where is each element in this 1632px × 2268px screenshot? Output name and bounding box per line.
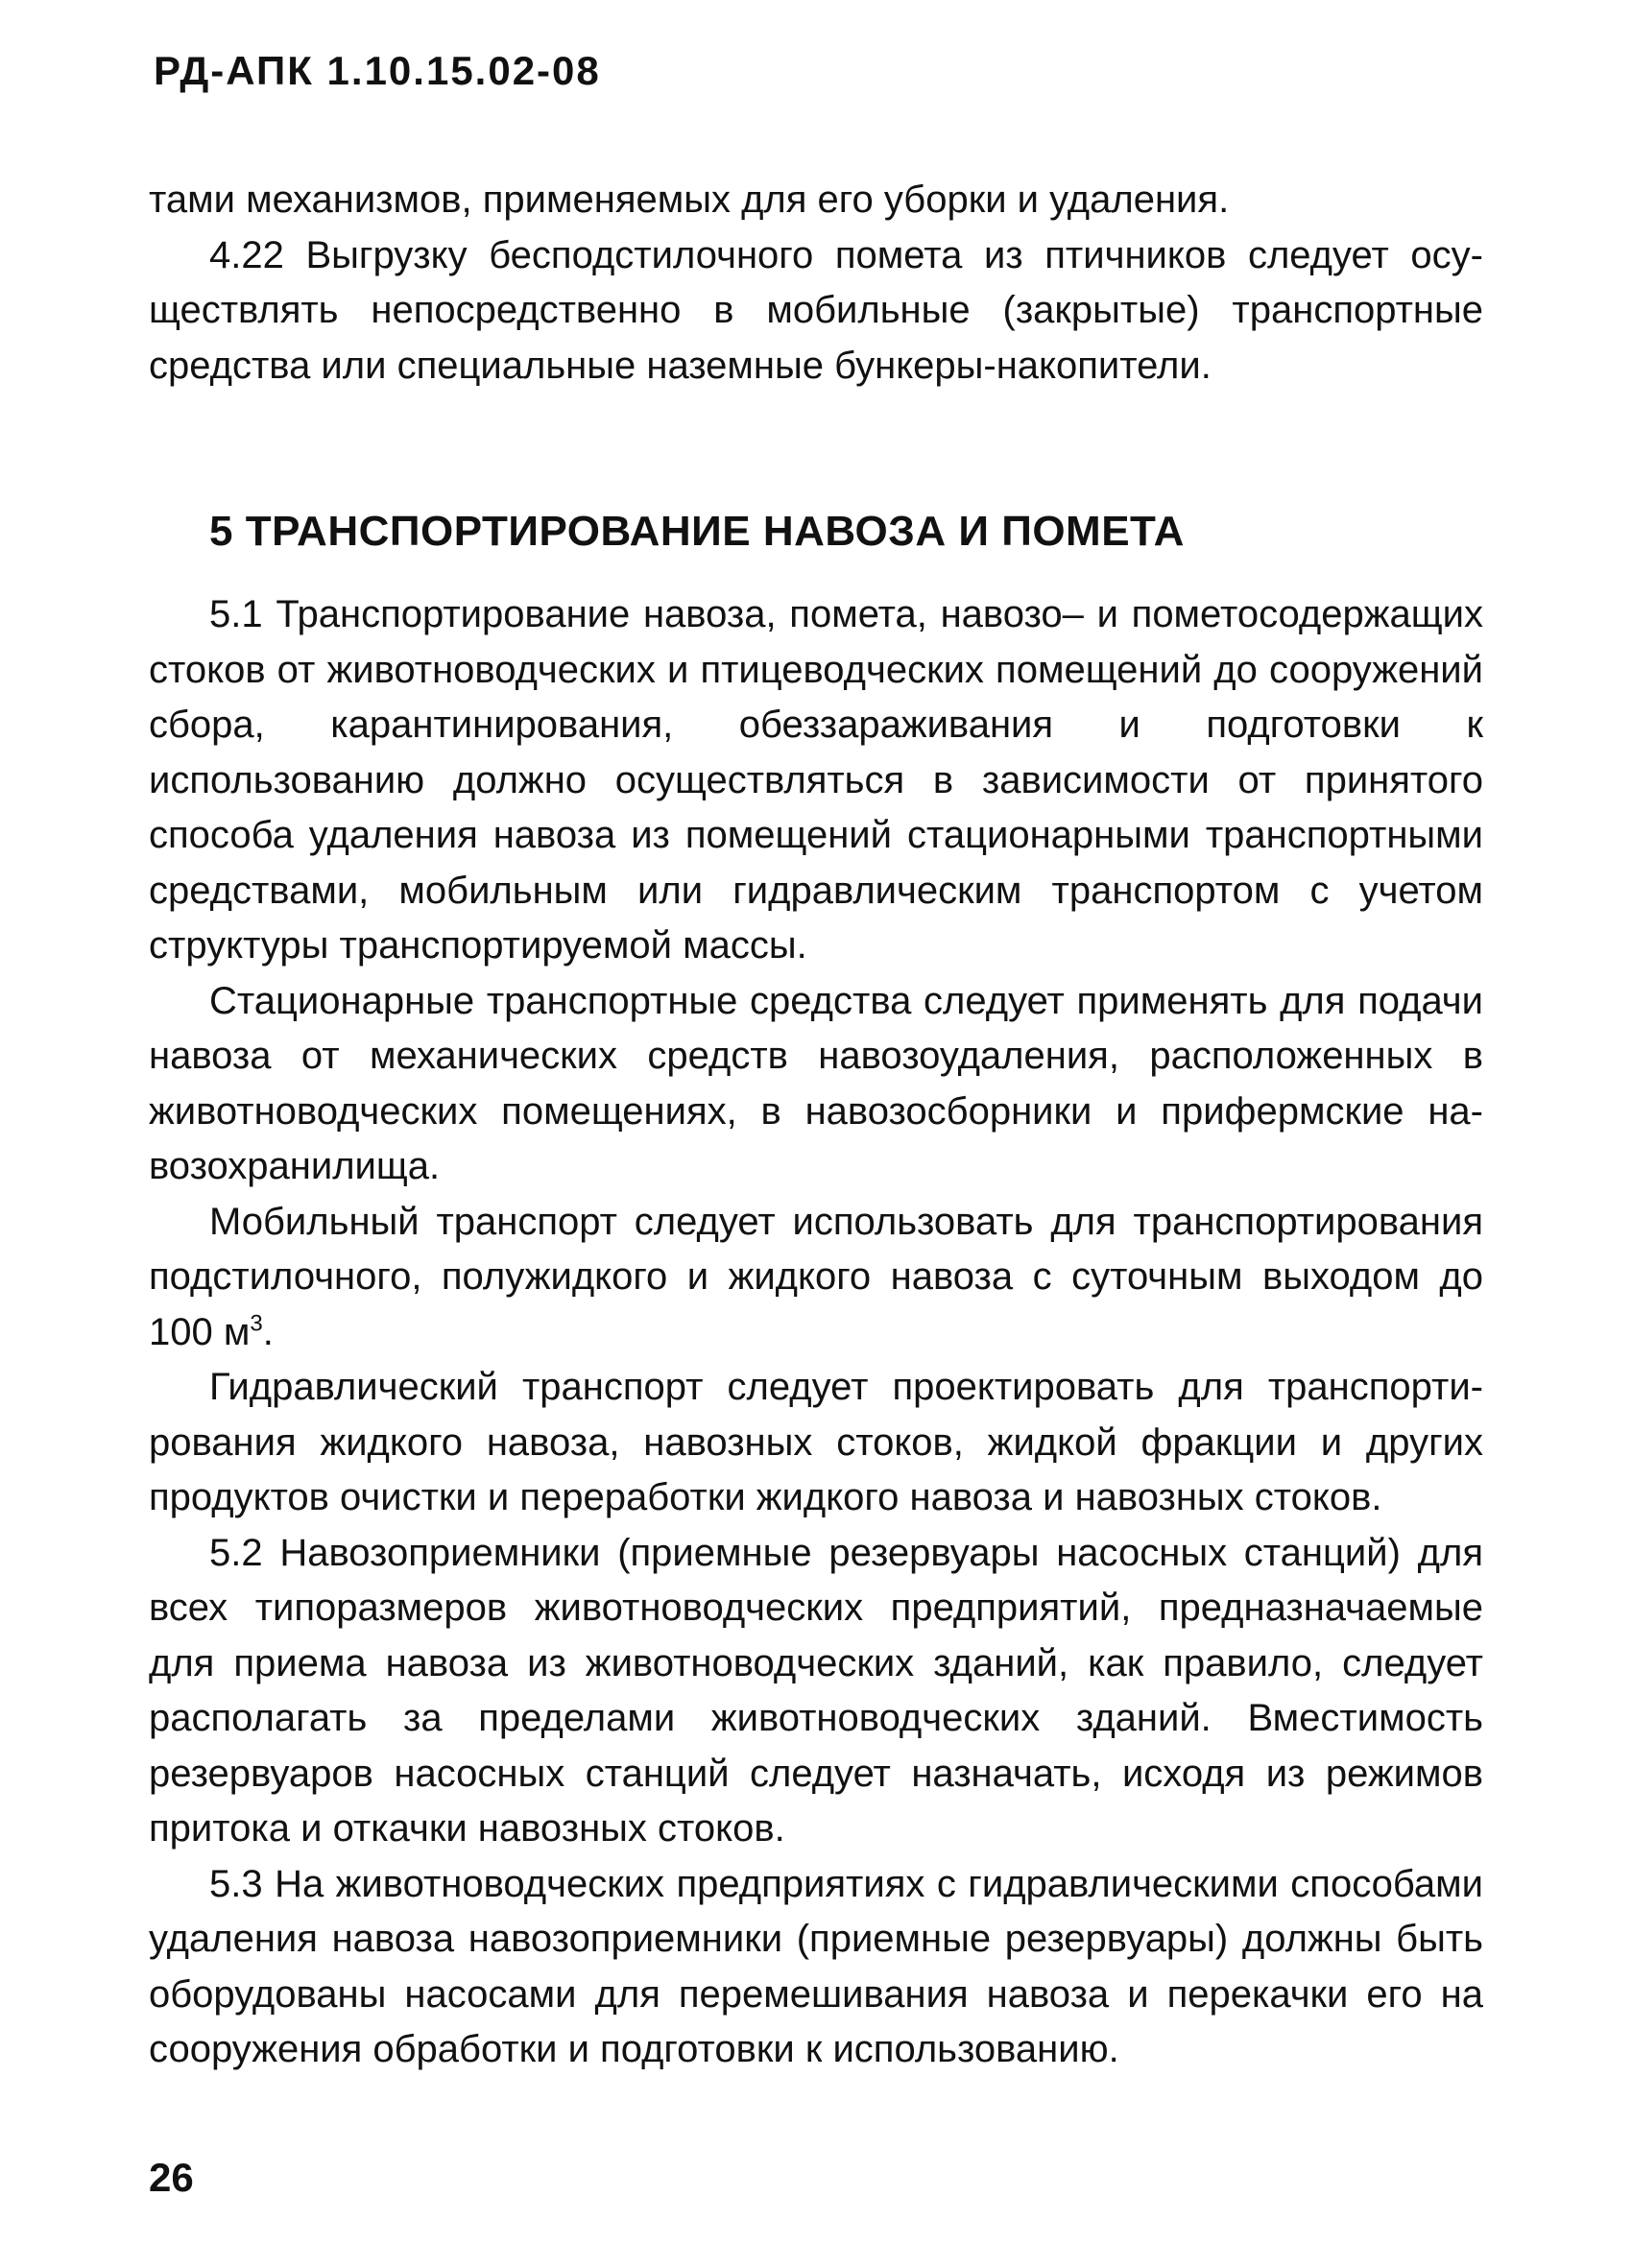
document-code-header: РД-АПК 1.10.15.02-08 (154, 48, 601, 93)
mobile-transport-end: . (262, 1310, 274, 1353)
paragraph-hydraulic-transport: Гидравлический транспорт следует проектировать для транспортирования жидкого навоза, навозных стоков, жидкой фракции и других продуктов очистки и переработки жидкого навоза и навозных стоков. (149, 1366, 1483, 1518)
section-5-heading: 5 ТРАНСПОРТИРОВАНИЕ НАВОЗА И ПОМЕТА (209, 508, 1185, 555)
paragraph-mobile-transport (149, 1195, 1483, 1361)
paragraph-4-22: 4.22 Выгрузку бесподстилочного помета из птичников следует осуществлять непосредственно в мобильные (закрытые) транспортные средства или специальные наземные бункеры-накопители. (149, 233, 1483, 387)
page-number: 26 (149, 2155, 194, 2200)
paragraph-5-3: 5.3 На животноводческих предприятиях с гидравлическими способами удаления навоза навозоприемники (приемные резервуары) должны быть оборудованы насосами для перемешивания навоза и перекачки его на сооружения обработки и подготовки к использованию. (149, 1862, 1483, 2070)
paragraph-5-2: 5.2 Навозоприемники (приемные резервуары насосных станций) для всех типоразмеров животноводческих предприятий, предназначаемые для приема навоза из животноводческих зданий, как правило, следует располагать за пределами животноводческих зданий. Вместимость резервуаров насосных станций следует назначать, исходя из режимов притока и откачки навозных стоков. (149, 1531, 1483, 1850)
cubic-unit-superscript: 3 (250, 1310, 263, 1337)
document-body (149, 173, 1483, 2078)
paragraph-continuation: тами механизмов, применяемых для его уборки и удаления. (149, 179, 1230, 221)
paragraph-stationary-transport: Стационарные транспортные средства следует применять для подачи навоза от механических средств навозоудаления, расположенных в животноводческих помещениях, в навозосборники и прифермские навозохранилища. (149, 979, 1483, 1187)
paragraph-5-1: 5.1 Транспортирование навоза, помета, навозо– и пометосодержащих стоков от животноводческих и птицеводческих помещений до сооружений сбора, карантинирования, обеззараживания и подготовки к использованию должно осуществляться в зависимости от принятого способа удаления навоза из помещений стационарными транспортными средствами, мобильным или гидравлическим транспортом с учетом структуры транспортируемой массы. (149, 593, 1483, 967)
mobile-transport-text: Мобильный транспорт следует использовать для транспортирования подстилочного, полужидкого и жидкого навоза с суточным выходом до 100 м (149, 1200, 1483, 1353)
